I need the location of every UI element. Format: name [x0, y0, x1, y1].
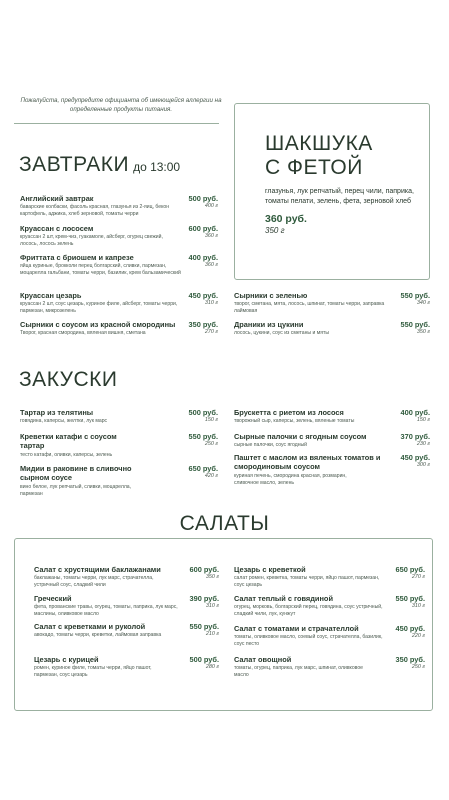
breakfast-title: ЗАВТРАКИ	[19, 153, 130, 176]
allergy-note: Пожалуйста, предупредите официанта об имеющейся аллергии на определенные продукты питания.	[20, 97, 222, 113]
item-price: 650 руб.	[395, 565, 425, 574]
menu-item	[34, 565, 219, 590]
item-price: 550 руб.	[400, 320, 430, 329]
divider	[14, 123, 219, 124]
item-desc: круассан 2 шт, крем-чиз, гуакамоле, айсберг, огурец свежий, лосось, лосось зелень	[20, 234, 163, 248]
menu-item	[34, 655, 219, 680]
item-weight: 150 г	[416, 417, 430, 423]
item-price: 390 руб.	[189, 594, 219, 603]
item-desc: творожный сыр, каперсы, зелень, вяленые томаты	[234, 418, 355, 425]
item-desc: томаты, оливковое масло, соевый соус, страчателла, базилик, соус песто	[234, 634, 383, 648]
item-price: 550 руб.	[395, 594, 425, 603]
item-price: 450 руб.	[395, 624, 425, 633]
item-price: 550 руб.	[400, 291, 430, 300]
item-weight: 220 г	[411, 633, 425, 639]
item-name: Сырники с зеленью	[234, 291, 308, 300]
item-desc: ромен, куриное филе, томаты черри, яйцо пашот, пармезан, соус цезарь	[34, 665, 152, 679]
menu-item	[234, 432, 430, 449]
item-desc: куриная печень, смородина красная, розмарин, сливочное масло, зелень	[234, 472, 347, 486]
menu-item	[234, 655, 425, 680]
menu-item	[20, 194, 218, 219]
item-price: 650 руб.	[188, 464, 218, 473]
item-name: Салат с томатами и страчателлой	[234, 624, 359, 633]
item-weight: 280 г	[205, 664, 219, 670]
item-name: Сырные палочки с ягодным соусом	[234, 432, 367, 441]
item-weight: 150 г	[204, 417, 218, 423]
item-name: Мидии в раковине в сливочно сырном соусе	[20, 464, 132, 483]
item-weight: 340 г	[416, 300, 430, 306]
menu-item	[20, 432, 218, 459]
item-name: Салат овощной	[234, 655, 292, 664]
item-desc: салат ромен, креветка, томаты черри, яйцо пашот, пармезан, соус цезарь	[234, 575, 380, 589]
item-name: Тартар из телятины	[20, 408, 94, 417]
item-weight: 310 г	[411, 603, 425, 609]
item-weight: 250 г	[204, 441, 218, 447]
item-price: 400 руб.	[400, 408, 430, 417]
item-name: Английский завтрак	[20, 194, 94, 203]
special-card	[234, 103, 430, 280]
item-desc: сырные палочки, соус ягодный	[234, 442, 308, 449]
item-weight: 270 г	[204, 329, 218, 335]
special-weight: 350 г	[265, 226, 285, 236]
item-desc: тесто катафи, оливки, каперсы, зелень	[20, 451, 113, 458]
item-weight: 350 г	[416, 329, 430, 335]
item-price: 400 руб.	[188, 253, 218, 262]
item-desc: яйца куриные, брокколи перец болгарский, сливки, пармезан, моцарелла гальбани, томаты черри, базилик, крем бальзамический	[20, 263, 181, 277]
special-description: глазунья, лук репчатый, перец чили, паприка, томаты пелати, зелень, фета, зерновой хлеб	[265, 188, 414, 206]
item-name: Салат теплый с говядиной	[234, 594, 333, 603]
item-name: Паштет с маслом из вяленых томатов и смородиновым соусом	[234, 453, 381, 472]
breakfast-time: до 13:00	[133, 160, 181, 174]
item-weight: 230 г	[416, 441, 430, 447]
item-weight: 350 г	[205, 574, 219, 580]
item-weight: 420 г	[204, 473, 218, 479]
item-name: Брускетта с риетом из лосося	[234, 408, 344, 417]
menu-item	[20, 464, 218, 498]
item-name: Драники из цукини	[234, 320, 304, 329]
item-price: 500 руб.	[188, 194, 218, 203]
item-price: 370 руб.	[400, 432, 430, 441]
item-price: 450 руб.	[400, 453, 430, 462]
item-weight: 270 г	[411, 574, 425, 580]
breakfast-heading	[19, 153, 180, 177]
special-title: ШАКШУКА С ФЕТОЙ	[265, 132, 373, 179]
item-desc: огурец, морковь, болгарский перец, говядина, соус устричный, сладкий чили, лук, кунжут	[234, 604, 383, 618]
special-price: 360 руб.	[265, 213, 307, 226]
item-price: 350 руб.	[395, 655, 425, 664]
item-desc: лосось, цукини, соус из сметаны и мяты	[234, 330, 330, 337]
item-weight: 400 г	[204, 203, 218, 209]
menu-item	[20, 253, 218, 278]
item-desc: творог, сметана, мята, лосось, шпинат, томаты черри, заправка лаймовая	[234, 301, 385, 315]
item-name: Креветки катафи с соусом тартар	[20, 432, 117, 451]
item-desc: круассан 2 шт, соус цезарь, куриное филе, айсберг, томаты черри, пармезан, микрозелень	[20, 301, 178, 315]
menu-item	[234, 453, 430, 487]
item-name: Фриттата с бриошем и капрезе	[20, 253, 134, 262]
menu-item	[34, 622, 219, 639]
menu-item	[234, 624, 425, 649]
item-name: Цезарь с креветкой	[234, 565, 306, 574]
item-name: Салат с хрустящими баклажанами	[34, 565, 161, 574]
item-desc: Творог, красная смородина, вяленая вишня, сметана	[20, 330, 146, 337]
item-name: Круассан цезарь	[20, 291, 82, 300]
menu-item	[234, 408, 430, 425]
item-desc: томаты, огурец, паприка, лук марс, шпинат, оливковое масло	[234, 665, 363, 679]
menu-item	[234, 291, 430, 316]
item-weight: 210 г	[205, 631, 219, 637]
item-price: 500 руб.	[189, 655, 219, 664]
item-desc: говядина, каперсы, желтки, лук марс	[20, 418, 108, 425]
item-weight: 250 г	[411, 664, 425, 670]
item-price: 600 руб.	[188, 224, 218, 233]
item-desc: авокадо, томаты черри, креветки, лаймовая заправка	[34, 632, 162, 639]
menu-item	[20, 224, 218, 249]
item-price: 350 руб.	[188, 320, 218, 329]
menu-item	[20, 320, 218, 337]
item-name: Цезарь с курицей	[34, 655, 99, 664]
item-desc: баварские колбаски, фасоль красная, глазунья из 2-яиц, бекон картофель, аджика, хлеб зерновой, томаты черри	[20, 204, 170, 218]
item-desc: вино белое, лук репчатый, сливки, моцарелла, пармезан	[20, 483, 132, 497]
item-desc: фета, прованские травы, огурец, томаты, паприка, лук марс, маслины, оливковое масло	[34, 604, 178, 618]
item-price: 500 руб.	[188, 408, 218, 417]
item-weight: 310 г	[205, 603, 219, 609]
item-weight: 310 г	[204, 300, 218, 306]
item-name: Круассан с лососем	[20, 224, 94, 233]
item-price: 600 руб.	[189, 565, 219, 574]
menu-item	[34, 594, 219, 619]
menu-item	[234, 594, 425, 619]
salads-title: САЛАТЫ	[164, 512, 286, 536]
item-name: Салат с креветками и руколой	[34, 622, 146, 631]
item-desc: баклажаны, томаты черри, лук марс, страчателла, устричный соус, сладкий чили	[34, 575, 154, 589]
menu-item	[234, 565, 425, 590]
item-name: Греческий	[34, 594, 72, 603]
menu-item	[20, 408, 218, 425]
snacks-title: ЗАКУСКИ	[19, 368, 118, 391]
item-price: 550 руб.	[188, 432, 218, 441]
item-name: Сырники с соусом из красной смородины	[20, 320, 176, 329]
menu-item	[234, 320, 430, 337]
item-weight: 360 г	[204, 233, 218, 239]
menu-item	[20, 291, 218, 316]
salads-heading	[0, 512, 449, 536]
item-price: 550 руб.	[189, 622, 219, 631]
item-weight: 360 г	[204, 262, 218, 268]
item-price: 450 руб.	[188, 291, 218, 300]
item-weight: 300 г	[416, 462, 430, 468]
